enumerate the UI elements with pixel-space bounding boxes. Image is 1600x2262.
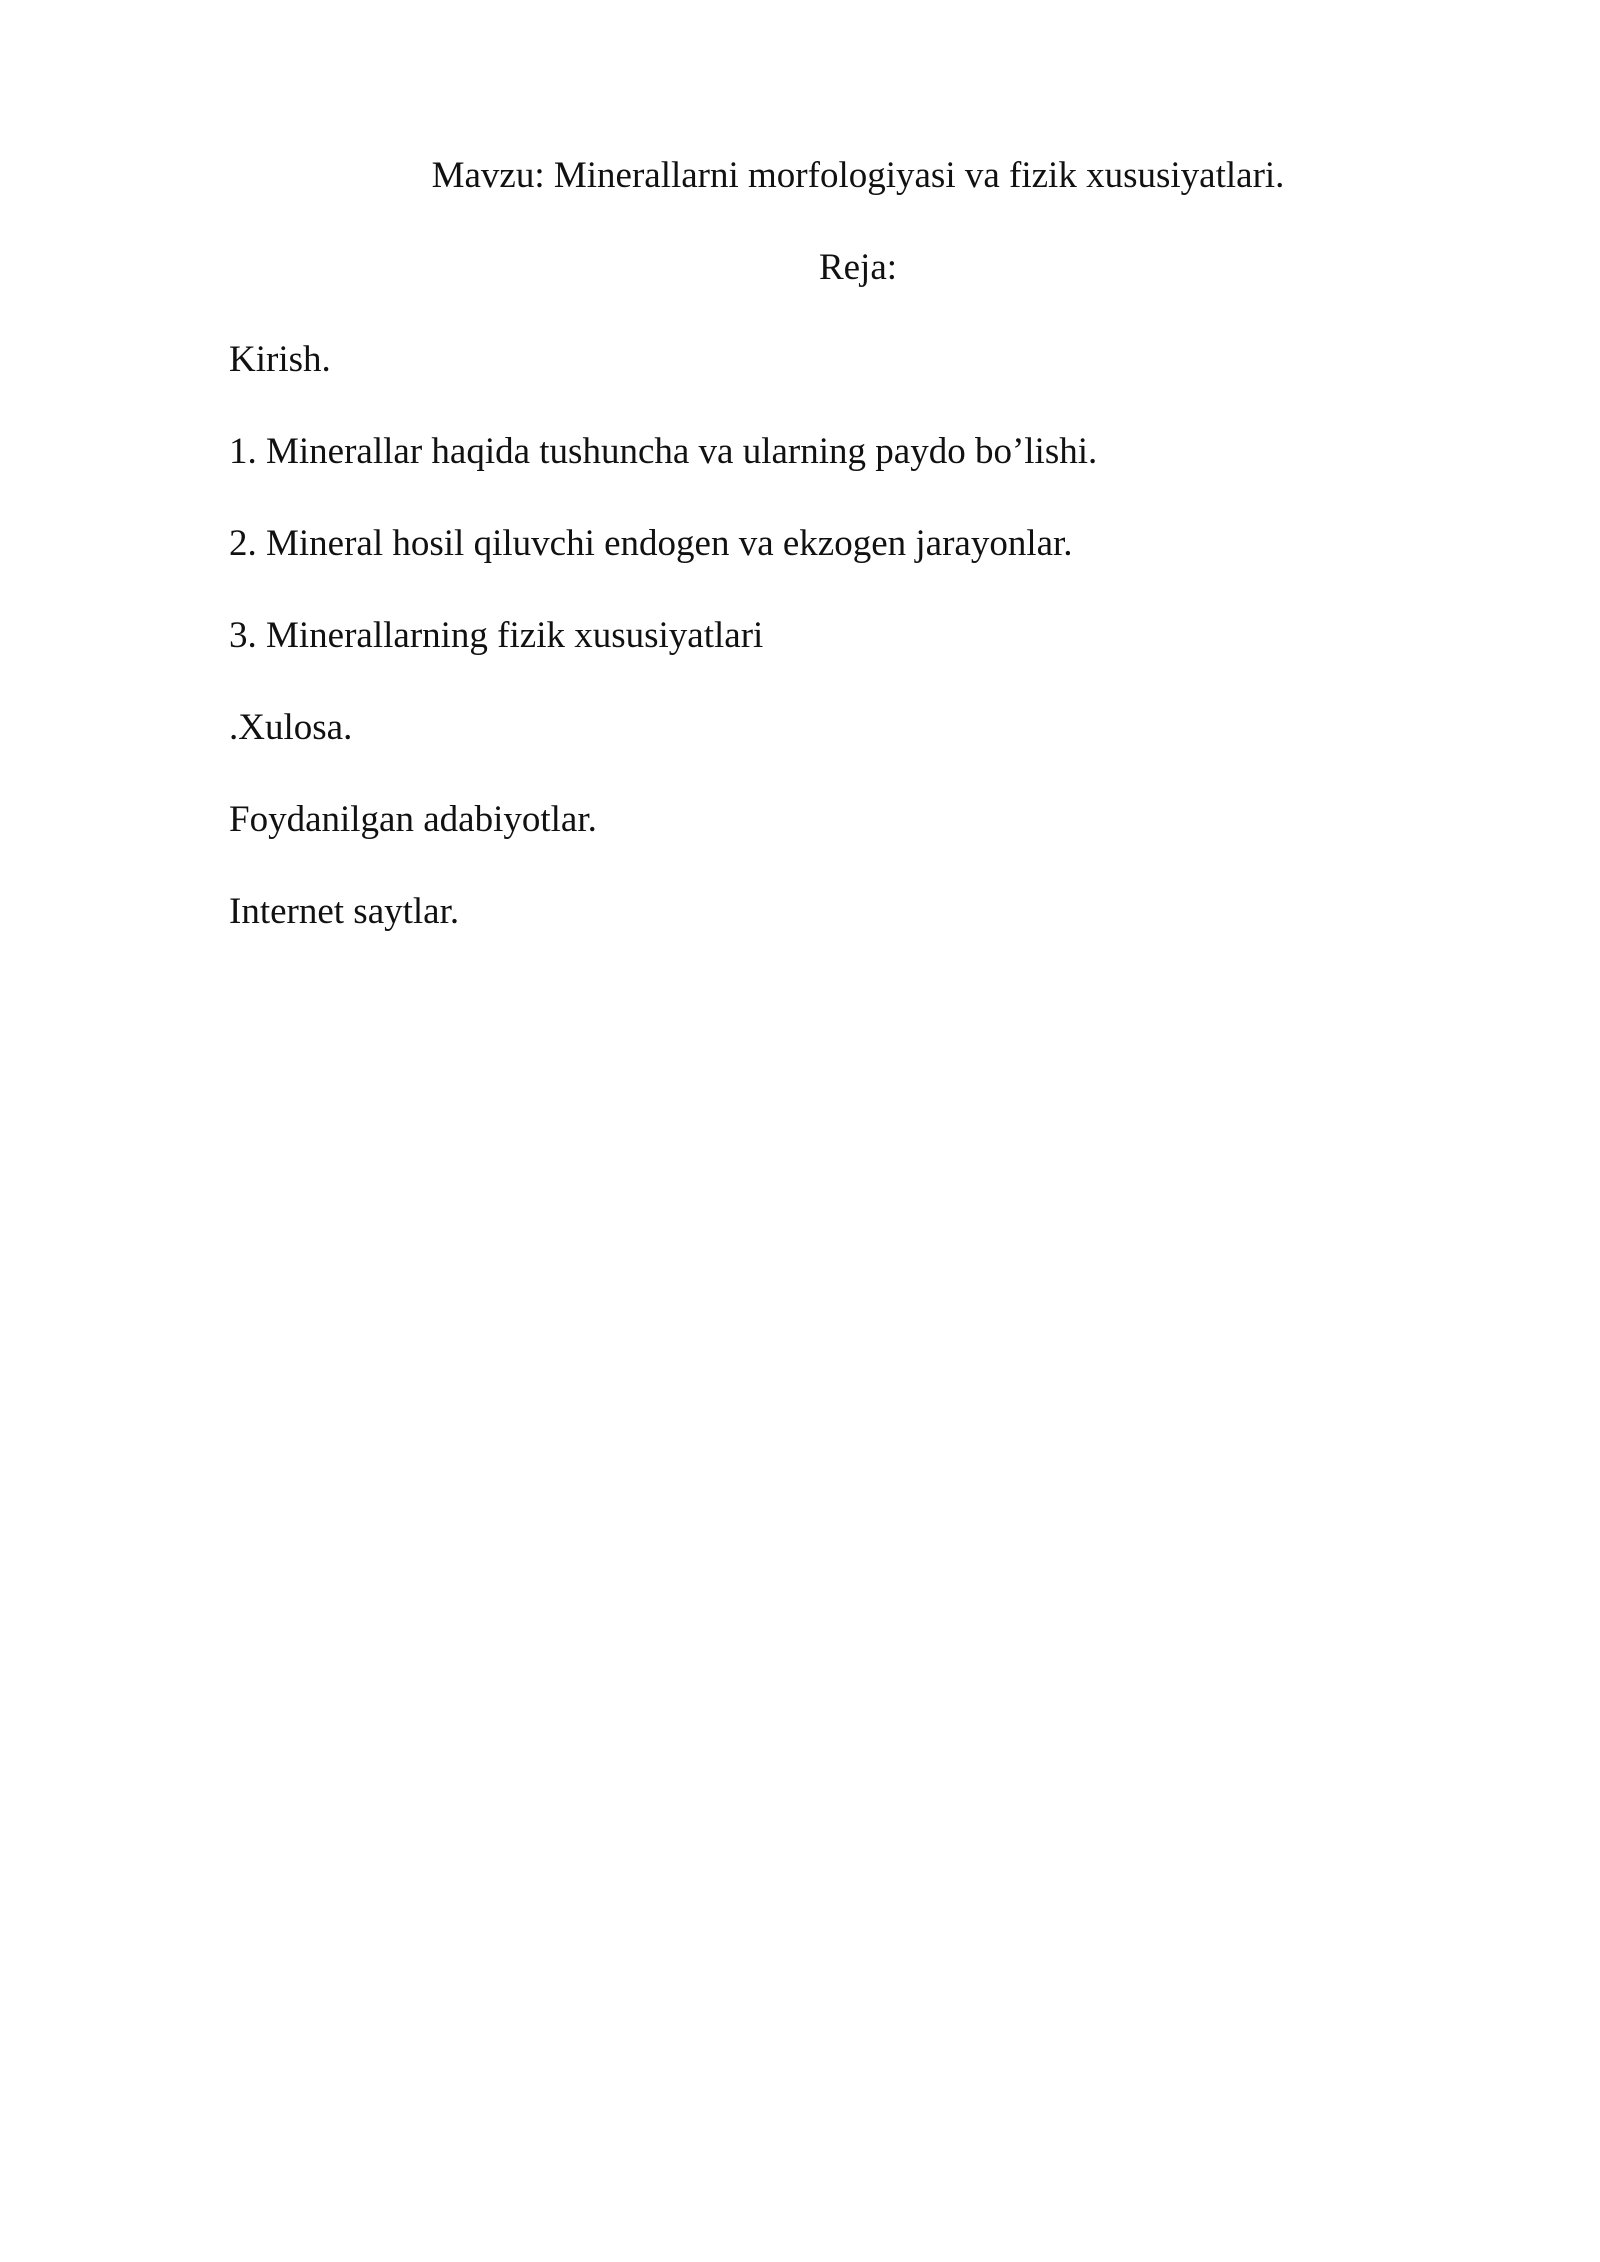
document-title: Mavzu: Minerallarni morfologiyasi va fizik xususiyatlari. [431,155,1285,196]
plan-item-references: Foydanilgan adabiyotlar. [229,799,597,840]
plan-item-intro: Kirish. [229,339,331,380]
plan-item-3: 3. Minerallarning fizik xususiyatlari [229,615,764,656]
plan-item-websites: Internet saytlar. [229,891,460,932]
plan-item-conclusion: .Xulosa. [229,707,353,748]
plan-item-1: 1. Minerallar haqida tushuncha va ularning paydo bo’lishi. [229,431,1098,472]
plan-heading: Reja: [818,247,898,288]
plan-item-2: 2. Mineral hosil qiluvchi endogen va ekzogen jarayonlar. [229,523,1073,564]
